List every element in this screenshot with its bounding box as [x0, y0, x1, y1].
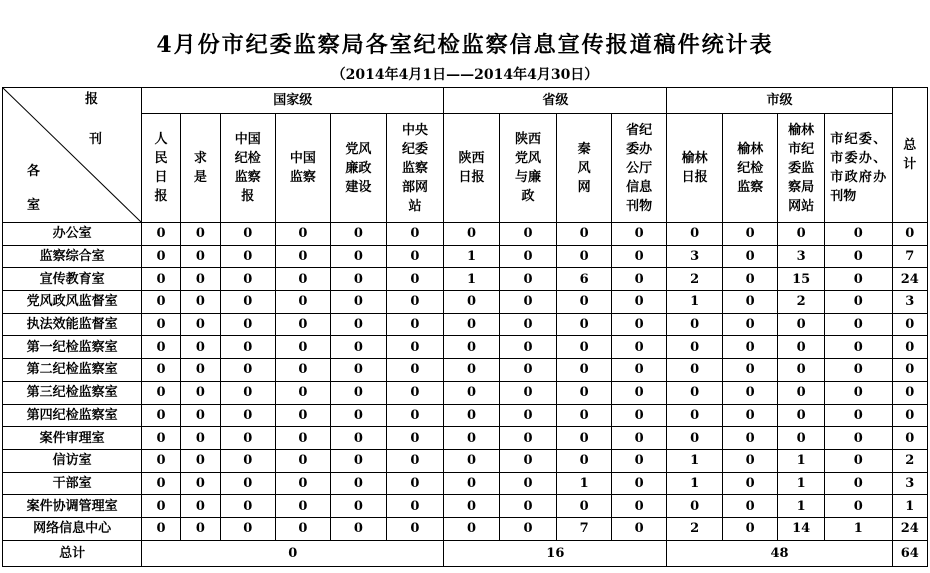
table-cell: 0: [331, 381, 387, 404]
row-total-cell: 24: [892, 517, 927, 540]
column-header: 秦风网: [557, 114, 612, 223]
table-cell: 1: [778, 449, 824, 472]
table-cell: 0: [180, 404, 220, 427]
table-cell: 0: [499, 449, 557, 472]
table-cell: 0: [722, 449, 778, 472]
table-cell: 0: [221, 427, 276, 450]
table-cell: 0: [722, 223, 778, 246]
table-cell: 0: [611, 449, 667, 472]
table-cell: 0: [778, 313, 824, 336]
table-cell: 0: [499, 517, 557, 540]
table-cell: 7: [557, 517, 612, 540]
table-cell: 0: [499, 359, 557, 382]
table-cell: 0: [722, 245, 778, 268]
table-cell: 0: [275, 291, 331, 314]
row-label: 执法效能监督室: [3, 313, 142, 336]
table-cell: 0: [824, 291, 892, 314]
table-cell: 0: [824, 268, 892, 291]
row-label: 信访室: [3, 449, 142, 472]
table-row: [3, 449, 928, 472]
table-cell: 0: [824, 245, 892, 268]
table-cell: 0: [331, 359, 387, 382]
table-cell: 0: [180, 359, 220, 382]
table-cell: 0: [180, 223, 220, 246]
table-cell: 0: [722, 495, 778, 518]
page-title: 4月份市纪委监察局各室纪检监察信息宣传报道稿件统计表: [156, 32, 774, 58]
group-provincial: 省级: [444, 88, 667, 114]
table-cell: 0: [611, 517, 667, 540]
table-cell: 0: [275, 495, 331, 518]
table-cell: 0: [275, 313, 331, 336]
table-cell: 0: [142, 359, 180, 382]
corner-top-label: 报: [85, 92, 99, 107]
table-cell: 0: [557, 381, 612, 404]
table-cell: 0: [142, 381, 180, 404]
table-cell: 0: [142, 313, 180, 336]
table-cell: 0: [557, 313, 612, 336]
table-cell: 0: [275, 517, 331, 540]
table-cell: 0: [824, 449, 892, 472]
table-cell: 0: [142, 223, 180, 246]
table-cell: 1: [557, 472, 612, 495]
row-label: 党风政风监督室: [3, 291, 142, 314]
table-cell: 0: [221, 495, 276, 518]
table-cell: 0: [557, 245, 612, 268]
table-cell: 0: [331, 404, 387, 427]
table-row: [3, 336, 928, 359]
table-cell: 0: [824, 313, 892, 336]
column-header: 陕西日报: [444, 114, 500, 223]
table-cell: 0: [667, 359, 723, 382]
table-cell: 0: [611, 472, 667, 495]
table-cell: 0: [667, 223, 723, 246]
table-cell: 0: [221, 223, 276, 246]
column-header: 中国纪检监察报: [221, 114, 276, 223]
table-cell: 0: [275, 359, 331, 382]
table-cell: 0: [611, 336, 667, 359]
table-cell: 0: [778, 381, 824, 404]
row-total-cell: 0: [892, 336, 927, 359]
table-cell: 0: [557, 495, 612, 518]
table-cell: 2: [667, 268, 723, 291]
table-cell: 0: [778, 336, 824, 359]
table-cell: 0: [611, 427, 667, 450]
row-total-cell: 0: [892, 223, 927, 246]
table-cell: 0: [180, 449, 220, 472]
table-cell: 0: [275, 449, 331, 472]
table-cell: 0: [142, 449, 180, 472]
table-cell: 0: [611, 291, 667, 314]
table-cell: 0: [221, 313, 276, 336]
table-cell: 0: [499, 313, 557, 336]
table-cell: 0: [722, 336, 778, 359]
row-total-cell: 1: [892, 495, 927, 518]
table-cell: 0: [221, 449, 276, 472]
table-cell: 0: [824, 336, 892, 359]
table-cell: 0: [444, 313, 500, 336]
table-cell: 0: [444, 427, 500, 450]
table-cell: 0: [221, 517, 276, 540]
table-cell: 0: [275, 336, 331, 359]
table-cell: 1: [444, 268, 500, 291]
table-cell: 0: [386, 291, 444, 314]
row-total-cell: 3: [892, 291, 927, 314]
table-cell: 0: [142, 495, 180, 518]
column-header: 中国监察: [275, 114, 331, 223]
group-national: 国家级: [142, 88, 444, 114]
table-cell: 0: [557, 404, 612, 427]
table-cell: 0: [221, 336, 276, 359]
column-header: 榆林市纪委监察局网站: [778, 114, 824, 223]
table-cell: 0: [824, 359, 892, 382]
corner-header: [3, 88, 142, 223]
table-cell: 0: [499, 495, 557, 518]
column-header: 党风廉政建设: [331, 114, 387, 223]
table-cell: 0: [386, 449, 444, 472]
table-cell: 0: [722, 517, 778, 540]
table-cell: 0: [722, 427, 778, 450]
statistics-table: [2, 87, 928, 567]
table-cell: 1: [778, 472, 824, 495]
total-row: [3, 540, 928, 566]
total-grand: 64: [892, 540, 927, 566]
table-cell: 0: [444, 291, 500, 314]
table-cell: 0: [331, 517, 387, 540]
table-row: [3, 404, 928, 427]
table-row: [3, 268, 928, 291]
table-cell: 1: [667, 449, 723, 472]
table-cell: 0: [331, 495, 387, 518]
table-cell: 0: [221, 381, 276, 404]
table-cell: 0: [499, 291, 557, 314]
table-cell: 0: [557, 291, 612, 314]
row-label: 办公室: [3, 223, 142, 246]
table-cell: 0: [386, 495, 444, 518]
table-cell: 0: [611, 404, 667, 427]
table-cell: 1: [667, 291, 723, 314]
table-cell: 0: [331, 472, 387, 495]
row-total-cell: 0: [892, 313, 927, 336]
table-cell: 0: [778, 223, 824, 246]
table-cell: 0: [142, 517, 180, 540]
total-national: 0: [142, 540, 444, 566]
table-cell: 0: [444, 336, 500, 359]
table-cell: 0: [611, 495, 667, 518]
table-cell: 0: [824, 472, 892, 495]
table-cell: 0: [331, 313, 387, 336]
table-cell: 0: [557, 359, 612, 382]
table-cell: 0: [824, 381, 892, 404]
table-cell: 0: [444, 517, 500, 540]
row-label: 第二纪检监察室: [3, 359, 142, 382]
row-total-cell: 0: [892, 381, 927, 404]
table-row: [3, 427, 928, 450]
table-row: [3, 223, 928, 246]
table-cell: 0: [444, 472, 500, 495]
table-cell: 0: [667, 381, 723, 404]
table-cell: 0: [275, 427, 331, 450]
table-cell: 0: [331, 427, 387, 450]
table-cell: 0: [824, 495, 892, 518]
table-cell: 0: [611, 313, 667, 336]
total-header-label: 总计: [903, 138, 917, 172]
column-header: 中央纪委监察部网站: [386, 114, 444, 223]
table-cell: 0: [824, 404, 892, 427]
column-header: 榆林纪检监察: [722, 114, 778, 223]
table-cell: 3: [778, 245, 824, 268]
table-cell: 0: [386, 517, 444, 540]
table-cell: 0: [386, 245, 444, 268]
table-row: [3, 291, 928, 314]
table-cell: 0: [275, 472, 331, 495]
table-cell: 0: [142, 268, 180, 291]
table-cell: 0: [142, 427, 180, 450]
row-total-cell: 2: [892, 449, 927, 472]
table-cell: 0: [180, 313, 220, 336]
row-label: 案件协调管理室: [3, 495, 142, 518]
row-label: 网络信息中心: [3, 517, 142, 540]
table-cell: 0: [386, 336, 444, 359]
table-cell: 0: [444, 359, 500, 382]
table-cell: 15: [778, 268, 824, 291]
column-header-total: [892, 88, 927, 223]
table-cell: 0: [142, 472, 180, 495]
table-cell: 0: [444, 381, 500, 404]
table-cell: 0: [722, 404, 778, 427]
table-cell: 1: [444, 245, 500, 268]
table-cell: 0: [722, 359, 778, 382]
table-cell: 0: [221, 291, 276, 314]
table-cell: 0: [331, 223, 387, 246]
table-cell: 0: [499, 472, 557, 495]
table-row: [3, 313, 928, 336]
table-cell: 0: [611, 359, 667, 382]
table-cell: 0: [444, 449, 500, 472]
row-label: 案件审理室: [3, 427, 142, 450]
table-cell: 14: [778, 517, 824, 540]
column-header: 求是: [180, 114, 220, 223]
table-cell: 0: [611, 268, 667, 291]
date-range: （2014年4月1日——2014年4月30日）: [331, 67, 599, 83]
table-cell: 0: [824, 427, 892, 450]
table-cell: 0: [221, 404, 276, 427]
table-cell: 0: [275, 404, 331, 427]
table-cell: 0: [557, 223, 612, 246]
table-cell: 0: [722, 472, 778, 495]
table-cell: 0: [180, 268, 220, 291]
corner-middle-label: 刊: [89, 132, 103, 147]
table-cell: 0: [331, 336, 387, 359]
total-provincial: 16: [444, 540, 667, 566]
table-cell: 0: [221, 472, 276, 495]
table-cell: 0: [142, 291, 180, 314]
row-total-cell: 0: [892, 404, 927, 427]
column-header: 陕西党风与廉政: [499, 114, 557, 223]
table-cell: 0: [557, 449, 612, 472]
table-cell: 0: [275, 381, 331, 404]
table-row: [3, 517, 928, 540]
table-cell: 0: [722, 381, 778, 404]
table-cell: 0: [331, 291, 387, 314]
table-cell: 0: [499, 336, 557, 359]
table-cell: 0: [667, 336, 723, 359]
table-cell: 0: [275, 268, 331, 291]
table-cell: 0: [611, 381, 667, 404]
row-label: 监察综合室: [3, 245, 142, 268]
table-cell: 0: [667, 404, 723, 427]
row-total-cell: 7: [892, 245, 927, 268]
table-cell: 0: [499, 268, 557, 291]
table-cell: 0: [667, 495, 723, 518]
table-row: [3, 359, 928, 382]
diagonal-line: [3, 88, 141, 222]
corner-bottom-label: 室: [27, 198, 41, 213]
table-cell: 0: [722, 313, 778, 336]
table-cell: 0: [331, 449, 387, 472]
row-total-cell: 24: [892, 268, 927, 291]
table-cell: 0: [142, 336, 180, 359]
table-row: [3, 472, 928, 495]
table-cell: 1: [667, 472, 723, 495]
table-cell: 0: [611, 245, 667, 268]
table-cell: 0: [180, 245, 220, 268]
row-label: 干部室: [3, 472, 142, 495]
table-cell: 0: [142, 245, 180, 268]
table-cell: 0: [386, 359, 444, 382]
table-cell: 0: [444, 404, 500, 427]
table-cell: 0: [180, 427, 220, 450]
table-cell: 0: [824, 223, 892, 246]
table-cell: 0: [180, 517, 220, 540]
table-cell: 0: [386, 427, 444, 450]
row-label: 第三纪检监察室: [3, 381, 142, 404]
table-cell: 0: [386, 268, 444, 291]
column-header: 省纪委办公厅信息刊物: [611, 114, 667, 223]
table-cell: 0: [611, 223, 667, 246]
table-cell: 2: [778, 291, 824, 314]
table-cell: 0: [180, 495, 220, 518]
table-cell: 0: [557, 336, 612, 359]
table-cell: 0: [667, 427, 723, 450]
table-cell: 3: [667, 245, 723, 268]
table-cell: 0: [331, 268, 387, 291]
table-cell: 0: [275, 245, 331, 268]
row-label: 第一纪检监察室: [3, 336, 142, 359]
column-header: 人民日报: [142, 114, 180, 223]
table-cell: 0: [386, 223, 444, 246]
column-header: 市纪委、市委办、市政府办刊物: [824, 114, 892, 223]
table-cell: 0: [142, 404, 180, 427]
table-cell: 0: [221, 359, 276, 382]
corner-left-label: 各: [27, 164, 41, 179]
total-row-label: 总计: [3, 540, 142, 566]
table-cell: 0: [778, 427, 824, 450]
row-total-cell: 0: [892, 359, 927, 382]
table-cell: 0: [221, 268, 276, 291]
table-cell: 0: [499, 427, 557, 450]
table-cell: 0: [499, 404, 557, 427]
table-cell: 0: [275, 223, 331, 246]
table-cell: 0: [180, 381, 220, 404]
table-row: [3, 245, 928, 268]
table-cell: 0: [778, 359, 824, 382]
table-cell: 0: [386, 313, 444, 336]
table-cell: 6: [557, 268, 612, 291]
table-cell: 0: [444, 495, 500, 518]
table-cell: 0: [499, 381, 557, 404]
table-cell: 0: [221, 245, 276, 268]
row-total-cell: 3: [892, 472, 927, 495]
table-row: [3, 381, 928, 404]
total-city: 48: [667, 540, 892, 566]
table-cell: 0: [667, 313, 723, 336]
table-cell: 0: [386, 381, 444, 404]
table-cell: 0: [499, 245, 557, 268]
table-cell: 0: [386, 472, 444, 495]
table-cell: 0: [722, 291, 778, 314]
table-cell: 1: [778, 495, 824, 518]
table-cell: 0: [180, 291, 220, 314]
row-label: 宣传教育室: [3, 268, 142, 291]
table-cell: 0: [331, 245, 387, 268]
table-cell: 0: [722, 268, 778, 291]
table-cell: 0: [386, 404, 444, 427]
group-city: 市级: [667, 88, 892, 114]
table-cell: 0: [778, 404, 824, 427]
table-cell: 0: [499, 223, 557, 246]
row-total-cell: 0: [892, 427, 927, 450]
table-cell: 0: [557, 427, 612, 450]
table-body: [3, 223, 928, 541]
table-cell: 0: [444, 223, 500, 246]
table-cell: 0: [180, 336, 220, 359]
table-cell: 0: [180, 472, 220, 495]
column-header: 榆林日报: [667, 114, 723, 223]
table-cell: 1: [824, 517, 892, 540]
row-label: 第四纪检监察室: [3, 404, 142, 427]
table-cell: 2: [667, 517, 723, 540]
table-row: [3, 495, 928, 518]
